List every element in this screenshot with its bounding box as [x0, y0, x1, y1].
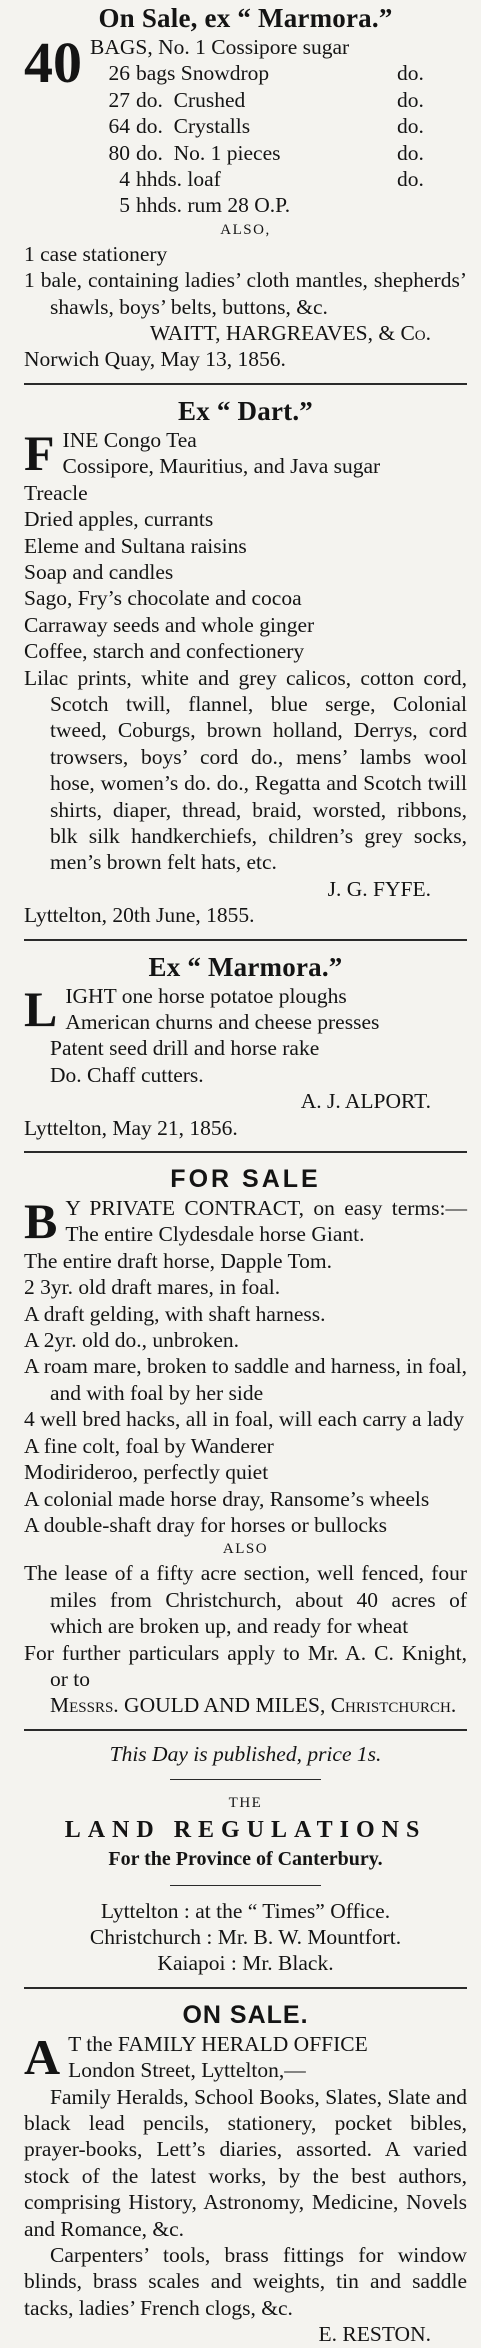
extra-line: 1 bale, containing ladies’ cloth mantles, shepherds’ shawls, boys’ belts, buttons, &c. [24, 268, 467, 319]
ad-heading: Ex “ Marmora.” [148, 951, 343, 982]
item-qty: 80 [108, 140, 130, 165]
sale-item: 2 3yr. old draft mares, in foal. [24, 1275, 281, 1300]
goods-list [90, 60, 467, 218]
item-name: hhds. loaf [136, 167, 221, 192]
ad-marmora-sugar [24, 0, 467, 373]
ad-heading: FOR SALE [170, 1165, 321, 1194]
particulars: For further particulars apply to Mr. A. C. Knight, or to [24, 1640, 467, 1691]
sale-item: A fine colt, foal by Wanderer [24, 1433, 274, 1458]
item-name: do. Crushed [136, 87, 246, 112]
item-ditto: do. [397, 87, 424, 112]
place-date: Lyttelton, May 21, 1856. [24, 1115, 238, 1140]
ad-dart [24, 395, 467, 929]
item-name: do. Crystalls [136, 114, 251, 139]
divider [24, 1151, 467, 1153]
first-line: IGHT one horse potatoe ploughs [65, 983, 347, 1008]
lease-paragraph: The lease of a fifty acre section, well fenced, four miles from Christchurch, about 40 acres of which are broken up, and ready for wheat [24, 1561, 467, 1639]
item-name: hhds. rum 28 O.P. [136, 193, 291, 218]
divider [24, 1729, 467, 1731]
goods-line: Treacle [24, 480, 88, 505]
signature: E. RESTON. [318, 2322, 431, 2347]
the-label: THE [228, 1795, 263, 1812]
goods-line: Cossipore, Mauritius, and Java sugar [62, 454, 381, 479]
item-qty: 5 [119, 193, 130, 218]
extra-line: 1 case stationery [24, 241, 168, 266]
agents-line: Messrs. GOULD AND MILES, Christchurch. [50, 1693, 457, 1718]
signature: A. J. ALPORT. [300, 1089, 431, 1114]
ad-marmora-ploughs [24, 951, 467, 1141]
item-ditto: do. [397, 167, 424, 192]
place-date: Lyttelton, 20th June, 1855. [24, 903, 255, 928]
drop-letter: L [24, 980, 58, 1037]
ad-heading: Ex “ Dart.” [178, 395, 313, 426]
item-ditto: do. [397, 61, 424, 86]
goods-line: Eleme and Sultana raisins [24, 533, 247, 558]
item-name: do. No. 1 pieces [136, 140, 281, 165]
first-line: BAGS, No. 1 Cossipore sugar [90, 35, 350, 59]
signature: J. G. FYFE. [327, 876, 431, 901]
ad-heading: On Sale, ex “ Marmora.” [98, 3, 393, 33]
ad-title: LAND REGULATIONS [64, 1817, 427, 1844]
also-label: ALSO, [220, 221, 271, 238]
item-name: bags Snowdrop [136, 61, 270, 86]
agent-line: Kaiapoi : Mr. Black. [157, 1951, 334, 1976]
item-qty: 64 [108, 114, 130, 139]
sale-item: A double-shaft dray for horses or bullocks [24, 1512, 388, 1537]
divider [24, 1987, 467, 1989]
stock-paragraph: Family Heralds, School Books, Slates, Slate and black lead pencils, stationery, pocket bibles, prayer-books, Lett’s diaries, assorted. A varied stock of the latest works, by the best authors, comprising History, Astronomy, Medicine, Novels and Romance, &c. [24, 2084, 467, 2241]
sale-item: A 2yr. old do., unbroken. [24, 1328, 239, 1353]
short-divider [170, 1885, 321, 1886]
item-qty: 4 [119, 167, 130, 192]
signature: WAITT, HARGREAVES, & Co. [149, 321, 431, 346]
drop-letter: F [24, 424, 55, 481]
goods-line: Patent seed drill and horse rake [50, 1036, 320, 1061]
first-line: Y PRIVATE CONTRACT, on easy terms:—The entire Clydesdale horse Giant. [65, 1196, 467, 1247]
sale-item: A colonial made horse dray, Ransome’s wheels [24, 1486, 430, 1511]
item-ditto: do. [397, 114, 424, 139]
item-qty: 26 [108, 61, 130, 86]
first-line: INE Congo Tea [62, 427, 197, 452]
province-line: For the Province of Canterbury. [108, 1848, 383, 1871]
address-line: London Street, Lyttelton,— [68, 2058, 306, 2083]
ad-family-herald [24, 1999, 467, 2348]
goods-line: Carraway seeds and whole ginger [24, 612, 315, 637]
sale-item: Modirideroo, perfectly quiet [24, 1460, 269, 1485]
drop-letter: A [24, 2028, 61, 2085]
also-label: ALSO [222, 1541, 269, 1558]
agent-line: Lyttelton : at the “ Times” Office. [100, 1898, 391, 1923]
divider [24, 383, 467, 385]
sale-item: A roam mare, broken to saddle and harness, in foal, and with foal by her side [24, 1354, 468, 1405]
item-ditto: do. [397, 140, 424, 165]
ad-heading: ON SALE. [182, 2000, 309, 2029]
goods-line: Soap and candles [24, 559, 174, 584]
item-qty: 27 [108, 87, 130, 112]
goods-line: Sago, Fry’s chocolate and cocoa [24, 586, 302, 611]
ad-land-regulations [24, 1741, 467, 1977]
tools-paragraph: Carpenters’ tools, brass fittings for window blinds, brass scales and weights, tin and saddle tacks, ladies’ French clogs, &c. [24, 2243, 467, 2320]
goods-line: Coffee, starch and confectionery [24, 639, 305, 664]
drop-letter: B [24, 1193, 58, 1250]
agent-line: Christchurch : Mr. B. W. Mountfort. [89, 1924, 402, 1949]
published-line: This Day is published, price 1s. [109, 1741, 382, 1766]
divider [24, 939, 467, 941]
first-line: T the FAMILY HERALD OFFICE [68, 2031, 368, 2056]
goods-paragraph: Lilac prints, white and grey calicos, cotton cord, Scotch twill, flannel, blue serge, Colonial tweed, Coburgs, brown holland, Derrys, cord trowsers, boys’ cord do., mens’ lambs wool hose, women’s do. do., Regatta and Scotch twill shirts, diaper, thread, braid, worsted, ribbons, blk silk handkerchiefs, children’s grey socks, men’s brown felt hats, etc. [24, 665, 467, 875]
sale-item: 4 well bred hacks, all in foal, will each carry a lady [24, 1407, 464, 1432]
drop-number: 40 [24, 30, 82, 95]
goods-line: Dried apples, currants [24, 507, 214, 532]
sale-item: A draft gelding, with shaft harness. [24, 1301, 326, 1326]
goods-line: American churns and cheese presses [65, 1010, 380, 1034]
ad-for-sale [24, 1163, 467, 1719]
sale-item: The entire draft horse, Dapple Tom. [24, 1248, 332, 1273]
place-date: Norwich Quay, May 13, 1856. [24, 347, 286, 372]
goods-line: Do. Chaff cutters. [50, 1062, 204, 1087]
short-divider [170, 1779, 321, 1780]
item-ditto [397, 192, 467, 218]
